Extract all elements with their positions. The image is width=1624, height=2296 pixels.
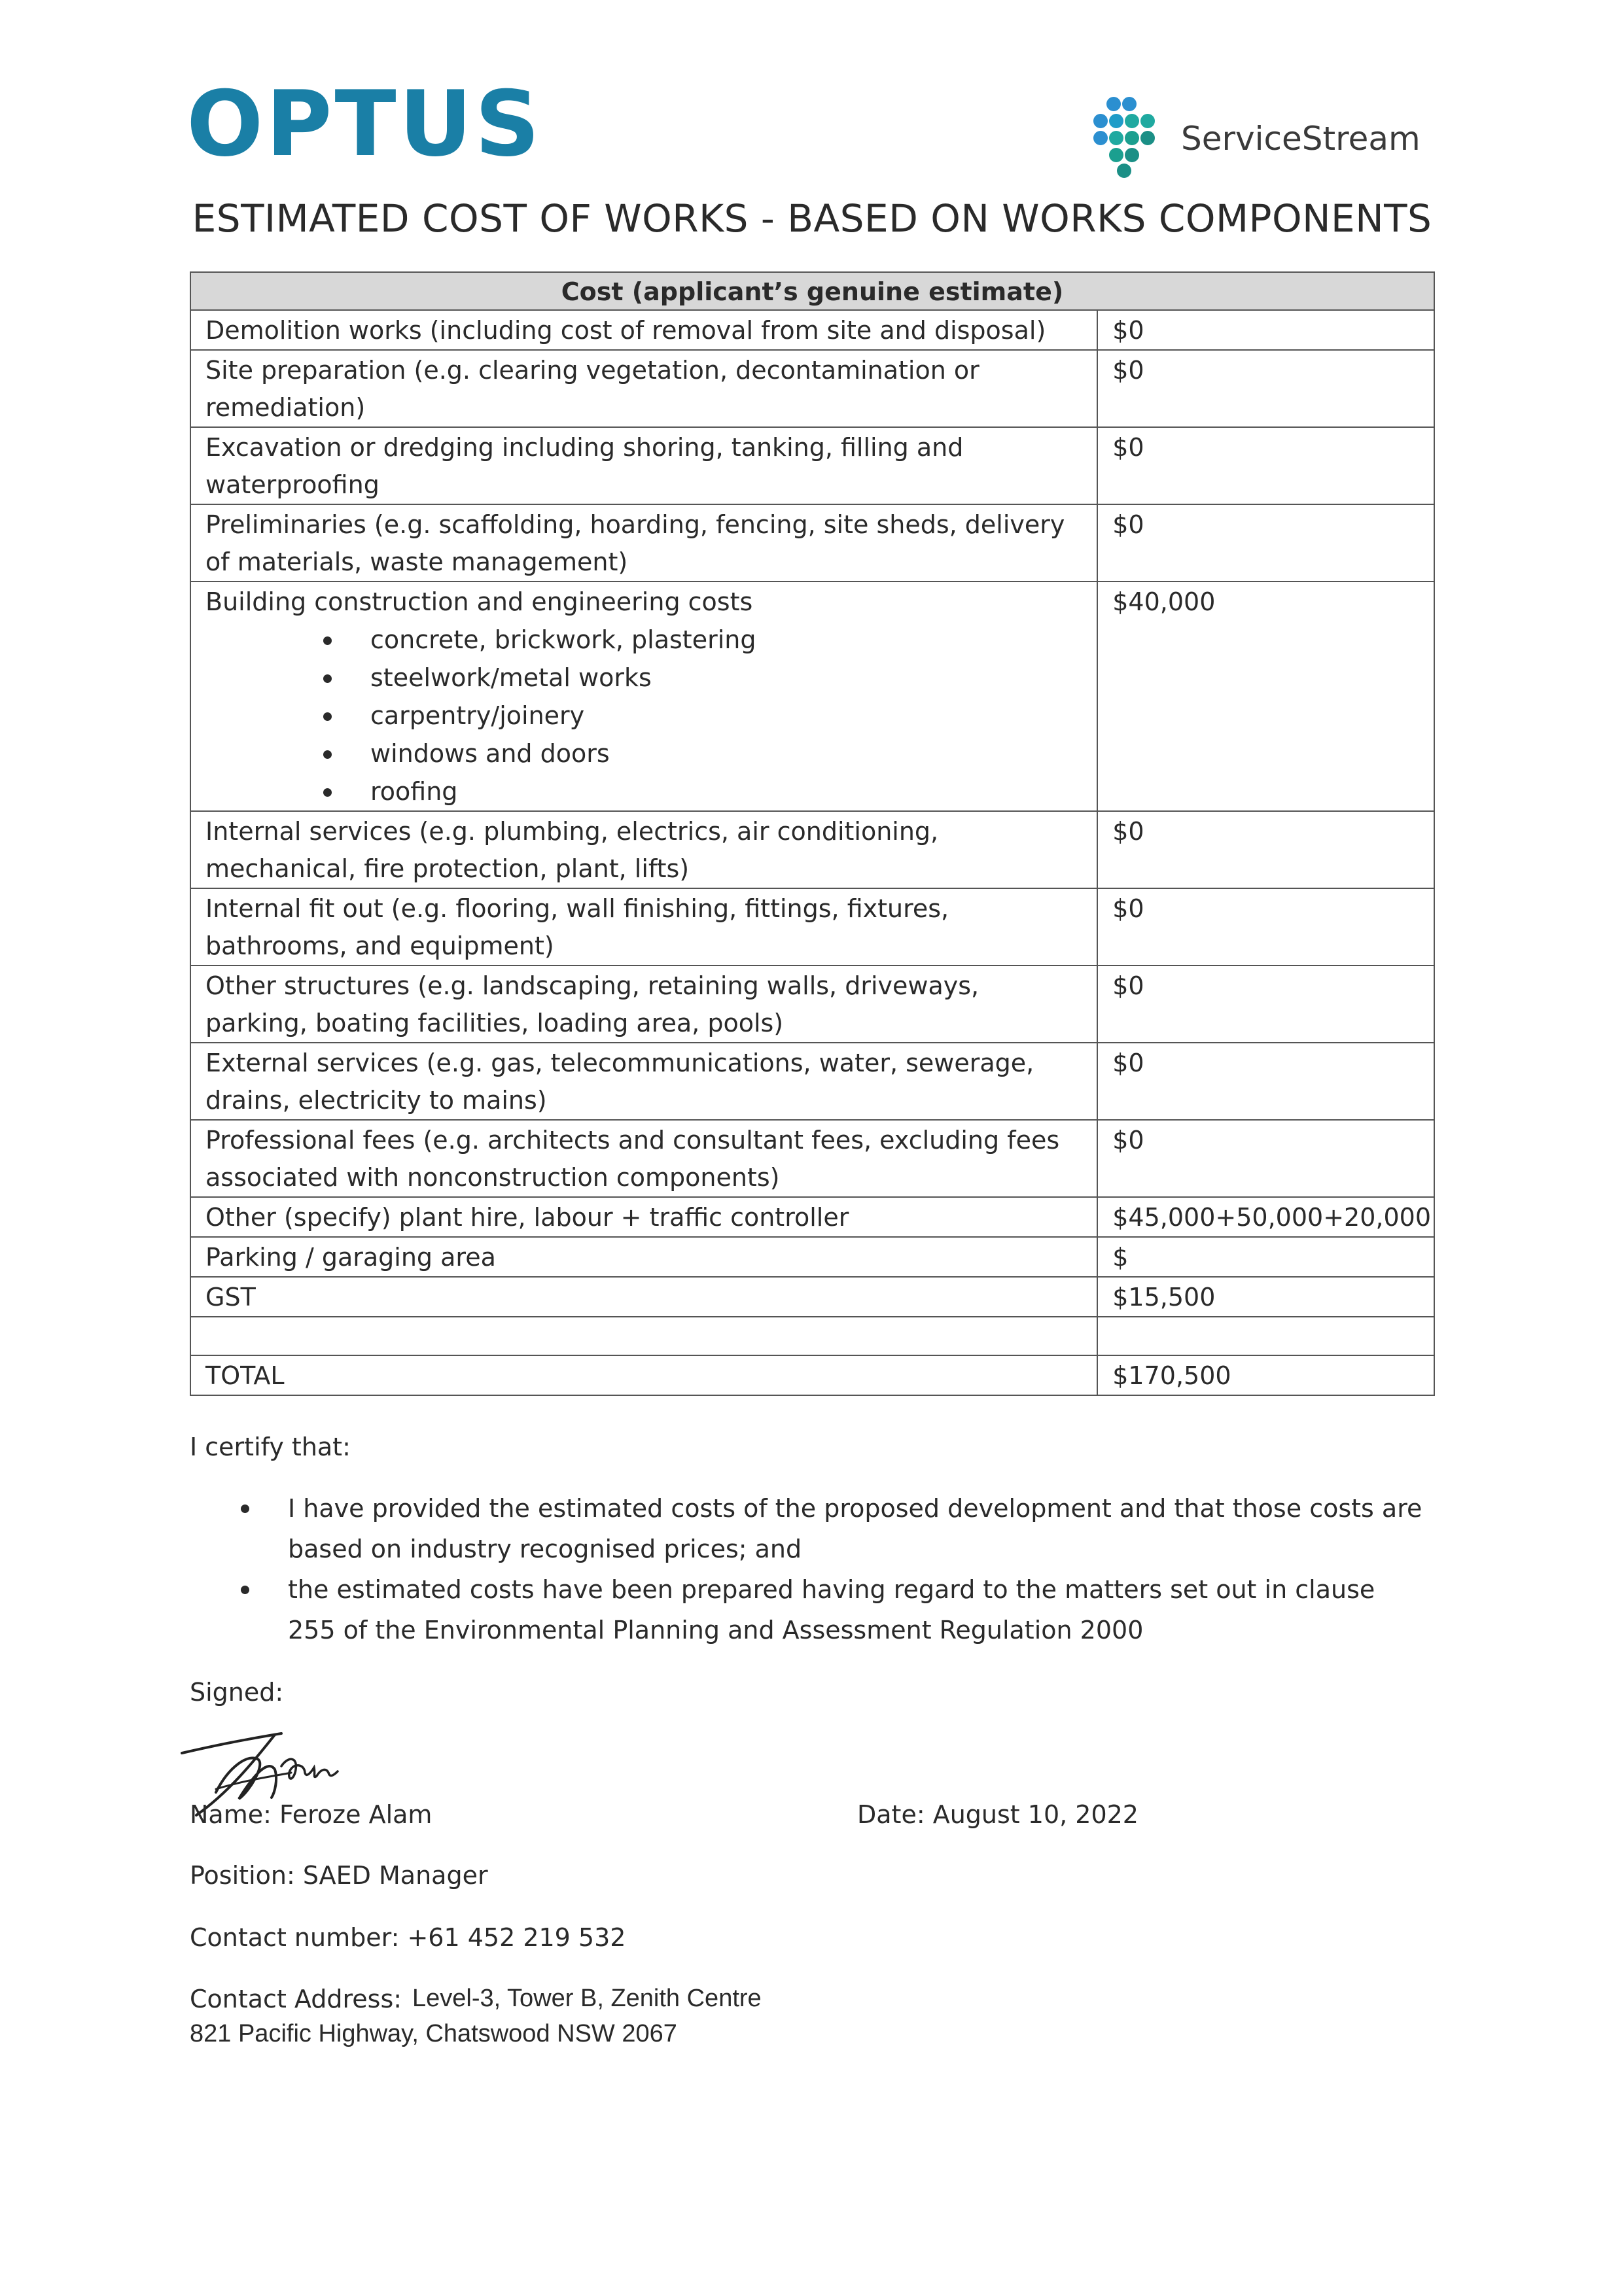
row-value: $0 [1097, 965, 1434, 1043]
table-row [190, 310, 1434, 350]
table-row [190, 1043, 1434, 1120]
document-title: ESTIMATED COST OF WORKS - BASED ON WORKS COMPONENTS [192, 196, 1432, 241]
table-row-empty [190, 1317, 1434, 1355]
table-row [190, 965, 1434, 1043]
optus-logo: OPTUS [186, 71, 543, 177]
row-label: External services (e.g. gas, telecommunications, water, sewerage, drains, electricity to mains) [190, 1043, 1097, 1120]
row-label-cell [190, 582, 1097, 811]
row-value: $40,000 [1097, 582, 1434, 811]
row-value: $0 [1097, 427, 1434, 504]
certify-intro: I certify that: [190, 1433, 351, 1461]
row-label: Internal services (e.g. plumbing, electrics, air conditioning, mechanical, fire protection, plant, lifts) [190, 811, 1097, 888]
row-value: $45,000+50,000+20,000 [1097, 1197, 1434, 1237]
table-row [190, 350, 1434, 427]
row-value: $ [1097, 1237, 1434, 1277]
table-row [190, 1197, 1434, 1237]
construction-items-list [205, 621, 1082, 810]
row-label: Internal fit out (e.g. flooring, wall finishing, fittings, fixtures, bathrooms, and equipment) [190, 888, 1097, 965]
signer-position: Position: SAED Manager [190, 1861, 488, 1890]
signing-date: Date: August 10, 2022 [857, 1800, 1139, 1829]
row-label: Demolition works (including cost of removal from site and disposal) [190, 310, 1097, 350]
row-label: Building construction and engineering costs [205, 587, 753, 616]
signed-label: Signed: [190, 1678, 284, 1707]
servicestream-logo [1086, 95, 1433, 180]
table-row [190, 427, 1434, 504]
list-item: I have provided the estimated costs of the proposed development and that those costs are based on industry recognised prices; and [288, 1488, 1426, 1569]
table-row [190, 1237, 1434, 1277]
row-value: $15,500 [1097, 1277, 1434, 1317]
row-value: $170,500 [1097, 1355, 1434, 1395]
row-value: $0 [1097, 811, 1434, 888]
row-label: GST [190, 1277, 1097, 1317]
address-line-1: Level-3, Tower B, Zenith Centre [412, 1985, 762, 2012]
table-row [190, 1120, 1434, 1197]
table-row [190, 888, 1434, 965]
contact-address-label: Contact Address: [190, 1985, 402, 2013]
list-item: carpentry/joinery [370, 697, 1082, 735]
list-item: the estimated costs have been prepared having regard to the matters set out in clause 255 of the Environmental Planning and Assessment Regulation 2000 [288, 1569, 1426, 1650]
table-row [190, 1277, 1434, 1317]
row-value: $0 [1097, 1120, 1434, 1197]
servicestream-dots-icon [1086, 95, 1171, 180]
table-header: Cost (applicant’s genuine estimate) [190, 272, 1434, 310]
row-label: Other (specify) plant hire, labour + traffic controller [190, 1197, 1097, 1237]
list-item: roofing [370, 773, 1082, 810]
row-value: $0 [1097, 350, 1434, 427]
table-row [190, 811, 1434, 888]
contact-number: Contact number: +61 452 219 532 [190, 1923, 626, 1952]
row-value [1097, 1317, 1434, 1355]
servicestream-logo-text: ServiceStream [1181, 120, 1421, 158]
row-value: $0 [1097, 1043, 1434, 1120]
list-item: steelwork/metal works [370, 659, 1082, 697]
row-label: Other structures (e.g. landscaping, retaining walls, driveways, parking, boating facilities, loading area, pools) [190, 965, 1097, 1043]
row-label: Preliminaries (e.g. scaffolding, hoarding, fencing, site sheds, delivery of materials, waste management) [190, 504, 1097, 582]
table-row [190, 582, 1434, 811]
certification-list [288, 1488, 1426, 1650]
row-label: Site preparation (e.g. clearing vegetation, decontamination or remediation) [190, 350, 1097, 427]
signer-name: Name: Feroze Alam [190, 1800, 432, 1829]
table-header-row [190, 272, 1434, 310]
row-label: Parking / garaging area [190, 1237, 1097, 1277]
row-label: Excavation or dredging including shoring, tanking, filling and waterproofing [190, 427, 1097, 504]
row-value: $0 [1097, 310, 1434, 350]
list-item: windows and doors [370, 735, 1082, 773]
row-label: TOTAL [190, 1355, 1097, 1395]
row-label: Professional fees (e.g. architects and consultant fees, excluding fees associated with nonconstruction components) [190, 1120, 1097, 1197]
row-value: $0 [1097, 888, 1434, 965]
table-row [190, 504, 1434, 582]
cost-table [190, 271, 1435, 1396]
table-row-total [190, 1355, 1434, 1395]
address-line-2: 821 Pacific Highway, Chatswood NSW 2067 [190, 2020, 677, 2047]
row-label [190, 1317, 1097, 1355]
row-value: $0 [1097, 504, 1434, 582]
list-item: concrete, brickwork, plastering [370, 621, 1082, 659]
